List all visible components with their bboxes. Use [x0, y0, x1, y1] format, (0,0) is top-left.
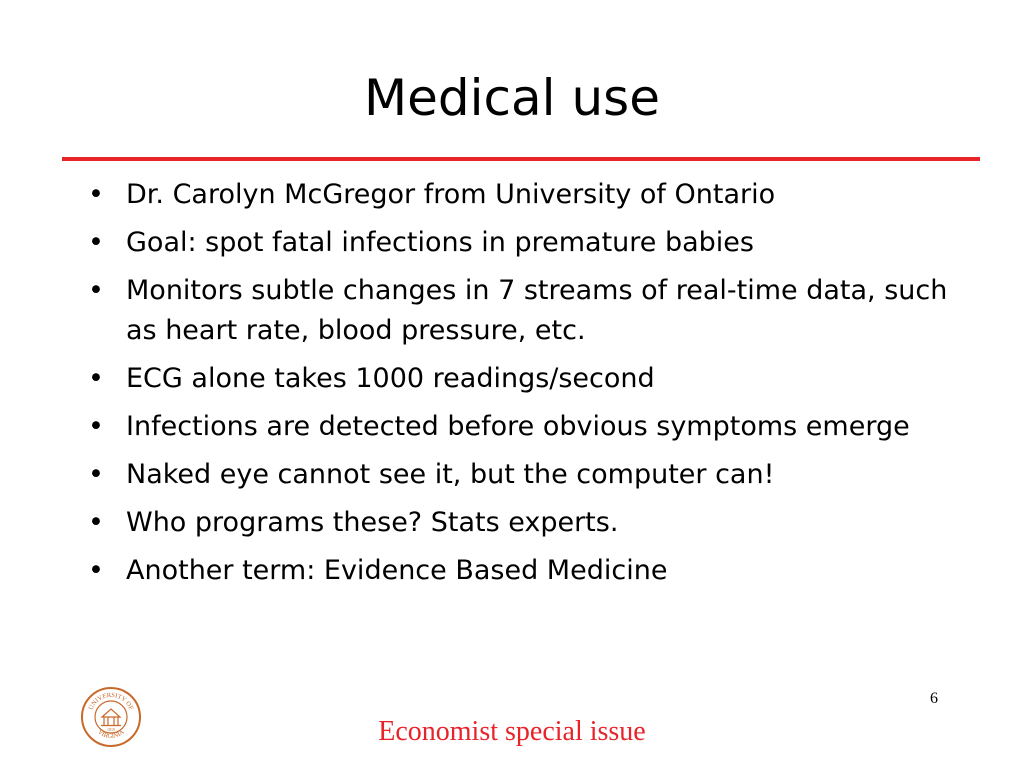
footer-source: Economist special issue [378, 716, 646, 747]
bullet-icon: • [88, 227, 104, 258]
bullet-text: Who programs these? Stats experts. [126, 507, 619, 538]
page-number: 6 [930, 690, 938, 707]
bullet-icon: • [88, 275, 104, 306]
bullet-item [86, 407, 966, 447]
bullet-item [86, 223, 966, 263]
seal-text-top: UNIVERSITY OF [87, 691, 135, 712]
bullet-text: Dr. Carolyn McGregor from University of Ontario [126, 179, 776, 210]
bullet-item [86, 359, 966, 399]
bullet-item [86, 175, 966, 215]
bullet-text: Monitors subtle changes in 7 streams of real-time data, such as heart rate, blood pressure, etc. [126, 275, 948, 346]
title-divider [62, 157, 980, 161]
bullet-icon: • [88, 363, 104, 394]
bullet-icon: • [88, 179, 104, 210]
seal-text-bottom: VIRGINIA [96, 728, 126, 741]
bullet-list [86, 175, 966, 599]
bullet-text: Naked eye cannot see it, but the computer can! [126, 459, 775, 490]
bullet-item [86, 551, 966, 591]
bullet-icon: • [88, 411, 104, 442]
bullet-item [86, 271, 966, 351]
bullet-text: ECG alone takes 1000 readings/second [126, 363, 655, 394]
seal-year: 1819 [107, 727, 115, 732]
bullet-item [86, 455, 966, 495]
bullet-text: Another term: Evidence Based Medicine [126, 555, 668, 586]
bullet-icon: • [88, 555, 104, 586]
slide-title: Medical use [364, 69, 660, 127]
bullet-icon: • [88, 459, 104, 490]
bullet-text: Infections are detected before obvious symptoms emerge [126, 411, 910, 442]
bullet-text: Goal: spot fatal infections in premature babies [126, 227, 754, 258]
bullet-icon: • [88, 507, 104, 538]
bullet-item [86, 503, 966, 543]
